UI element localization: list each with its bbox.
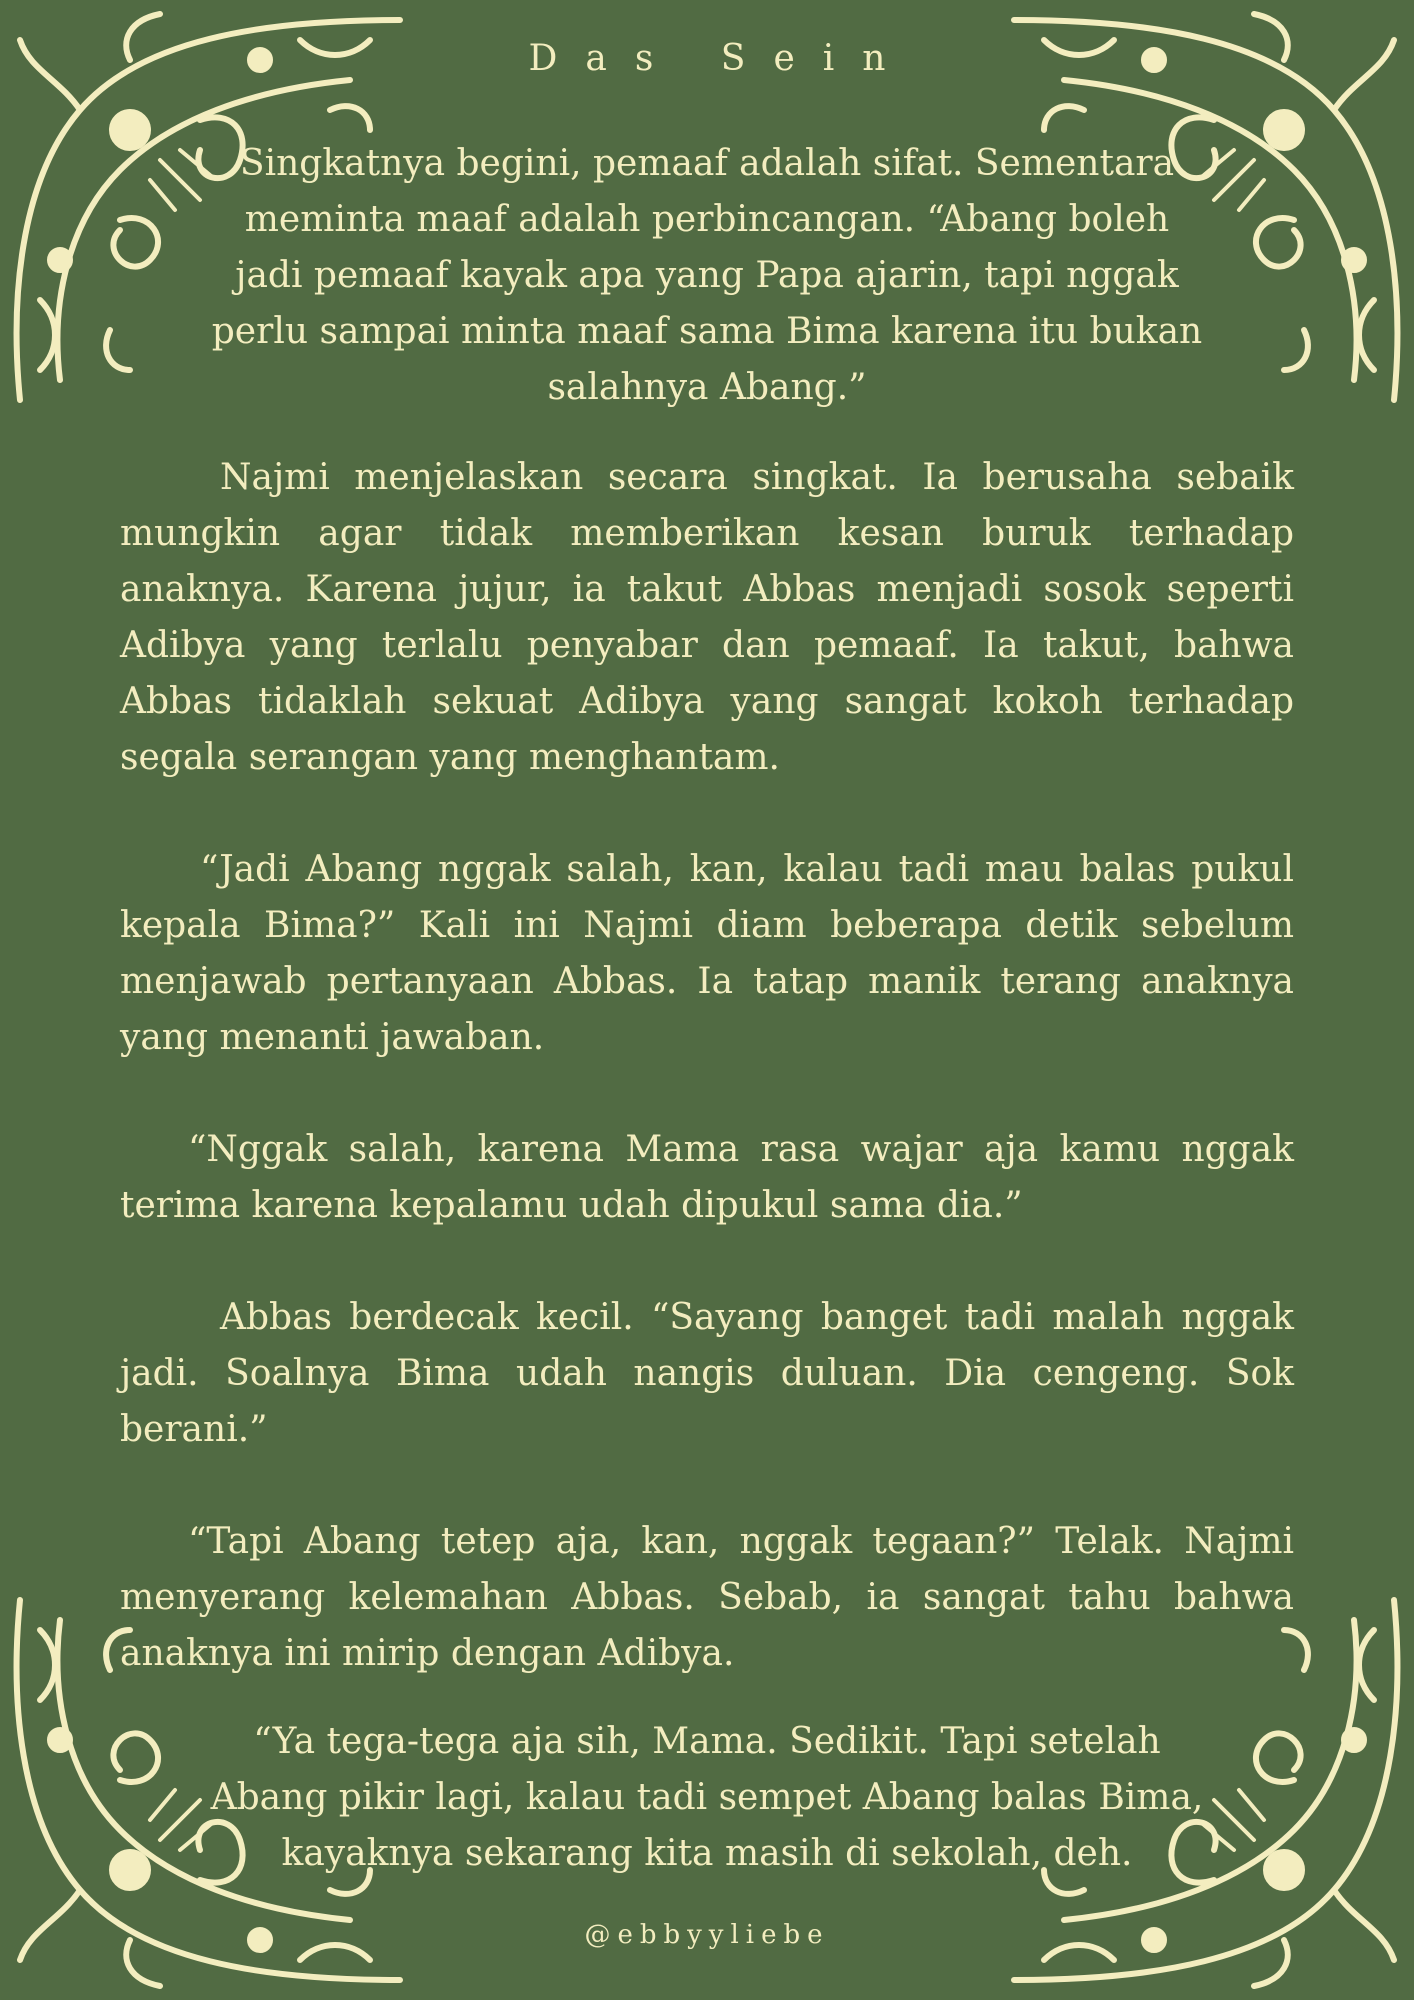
author-signature: @ebbyyliebe — [584, 1920, 830, 1950]
paragraph-5: Abbas berdecak kecil. “Sayang banget tadi malah nggak jadi. Soalnya Bima udah nangis duluan. Dia cengeng. Sok berani.” — [120, 1297, 1294, 1450]
paragraph-1: Singkatnya begini, pemaaf adalah sifat. Sementara meminta maaf adalah perbincangan. “Abang boleh jadi pemaaf kayak apa yang Papa ajarin, tapi nggak perlu sampai minta maaf sama Bima karena itu bukan salahnya Abang.” — [211, 143, 1203, 408]
paragraph-2: Najmi menjelaskan secara singkat. Ia berusaha sebaik mungkin agar tidak memberikan kesan buruk terhadap anaknya. Karena jujur, ia takut Abbas menjadi sosok seperti Adibya yang terlalu penyabar dan pemaaf. Ia takut, bahwa Abbas tidaklah sekuat Adibya yang sangat kokoh terhadap segala serangan yang menghantam. — [120, 457, 1294, 778]
paragraph-3: “Jadi Abang nggak salah, kan, kalau tadi mau balas pukul kepala Bima?” Kali ini Najmi diam beberapa detik sebelum menjawab pertanyaan Abbas. Ia tatap manik terang anaknya yang menanti jawaban. — [120, 849, 1294, 1058]
paragraph-7: “Ya tega-tega aja sih, Mama. Sedikit. Tapi setelah Abang pikir lagi, kalau tadi sempet Abang balas Bima, kayaknya sekarang kita masih di sekolah, deh. — [210, 1721, 1204, 1874]
paragraph-4: “Nggak salah, karena Mama rasa wajar aja kamu nggak terima karena kepalamu udah dipukul sama dia.” — [120, 1129, 1294, 1226]
page-title: Das Sein — [528, 38, 914, 79]
paragraph-6: “Tapi Abang tetep aja, kan, nggak tegaan?” Telak. Najmi menyerang kelemahan Abbas. Sebab, ia sangat tahu bahwa anaknya ini mirip dengan Adibya. — [120, 1521, 1294, 1674]
